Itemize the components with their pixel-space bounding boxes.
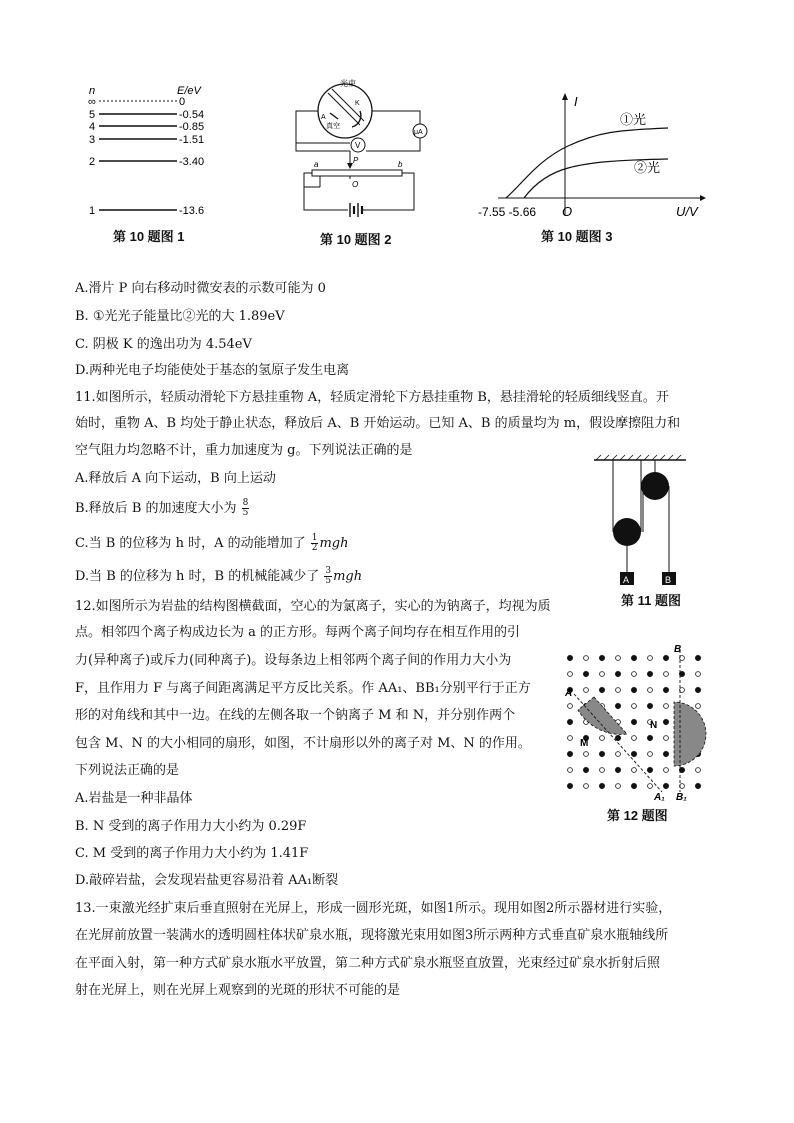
weight-b-label: B [665, 575, 672, 585]
q10-option-b: B. ①光光子能量比②光的大 1.89eV [75, 309, 285, 324]
sodium-ion [663, 687, 668, 692]
level-energy-label: 0 [179, 96, 186, 108]
chloride-ion [664, 672, 669, 677]
sodium-ion [647, 703, 652, 708]
sodium-ion [599, 687, 604, 692]
q11-stem-line: 11.如图所示，轻质动滑轮下方悬挂重物 A，轻质定滑轮下方悬挂重物 B，悬挂滑轮的轻质细线竖直。开 [75, 390, 669, 405]
sodium-ion [583, 671, 588, 676]
fig10-2-circuit [290, 75, 440, 225]
point-a1-label: A₁ [654, 792, 665, 803]
fig10-3-iv-curves [478, 88, 708, 223]
chloride-ion [648, 656, 653, 661]
curve-1-label: ①光 [620, 112, 647, 127]
sodium-ion [567, 719, 572, 724]
q12-stem-line: 12.如图所示为岩盐的结构图横截面，空心的为氯离子，实心的为钠离子，均视为质 [75, 599, 551, 614]
q13-stem-line: 射在光屏上，则在光屏上观察到的光斑的形状不可能的是 [75, 983, 401, 998]
q12-stem-line: F，且作用力 F 与离子间距离满足平方反比关系。作 AA₁、BB₁分别平行于正方 [75, 681, 531, 696]
level-energy-label: -13.6 [179, 205, 205, 217]
chloride-ion [616, 656, 621, 661]
fraction: $\frac{3}{5}$ [325, 566, 332, 586]
sodium-ion [615, 671, 620, 676]
q11-stem-line: 始时，重物 A、B 均处于静止状态，释放后 A、B 开始运动。已知 A、B 的质量均为 m，假设摩擦阻力和 [75, 416, 681, 431]
sodium-ion [663, 655, 668, 660]
anode-a [330, 113, 338, 119]
sodium-ion [695, 687, 700, 692]
chloride-ion [616, 752, 621, 757]
chloride-ion [584, 784, 589, 789]
fraction: $\frac{8}{5}$ [242, 498, 249, 518]
fig11-caption: 第 11 题图 [621, 593, 681, 608]
fig10-1-energy-levels [85, 85, 225, 220]
point-b-label: B [674, 644, 682, 655]
level-n-label: 2 [89, 156, 96, 168]
sodium-ion [647, 767, 652, 772]
q10-option-d: D.两种光电子均能使处于基态的氢原子发生电离 [75, 363, 350, 378]
fig10-3-caption: 第 10 题图 3 [541, 229, 613, 244]
n-axis-label: n [89, 85, 96, 97]
q11-option-d: D.当 B 的位移为 h 时，B 的机械能减少了 $\frac{3}{5}$ mgh [75, 566, 363, 586]
chloride-ion [568, 672, 573, 677]
sodium-ion [567, 751, 572, 756]
slider-p-label: P [353, 156, 359, 165]
sodium-ion [631, 655, 636, 660]
q12-stem-line: 下列说法正确的是 [75, 763, 180, 778]
sodium-ion [695, 783, 700, 788]
sodium-ion [663, 751, 668, 756]
q11-option-c: C.当 B 的位移为 h 时，A 的动能增加了 $\frac{1}{2}$ mgh [75, 533, 349, 553]
q13-stem-line: 13.一束激光经扩束后垂直照射在光屏上，形成一圆形光斑，如图1所示。现用如图2所示器材进行实验， [75, 901, 672, 916]
q11-option-b: B.释放后 B 的加速度大小为 $\frac{8}{5}$ [75, 498, 249, 518]
point-a-label: A [565, 688, 573, 699]
x-axis-label: U/V [676, 204, 698, 219]
weight-a-label: A [623, 575, 630, 585]
q12-option-a: A.岩盐是一种非晶体 [75, 791, 193, 806]
rheostat-b-label: b [398, 160, 403, 169]
sodium-ion [567, 783, 572, 788]
sodium-ion [599, 783, 604, 788]
chloride-ion [584, 656, 589, 661]
q11-option-a: A.释放后 A 向下运动，B 向上运动 [75, 471, 276, 486]
curve-2-label: ②光 [634, 160, 661, 175]
chloride-ion [600, 768, 605, 773]
sodium-ion [583, 767, 588, 772]
fig11-pulley-system [592, 454, 692, 589]
chloride-ion [664, 768, 669, 773]
sodium-ion [647, 735, 652, 740]
rheostat-a-label: a [314, 160, 319, 169]
level-energy-label: -0.85 [179, 121, 205, 133]
x-tick-labels: -7.55 -5.66 [478, 205, 537, 219]
sodium-ion [663, 783, 668, 788]
chloride-ion [584, 688, 589, 693]
chloride-ion [632, 768, 637, 773]
sodium-ion [631, 783, 636, 788]
chloride-ion [584, 752, 589, 757]
sector-n [674, 702, 706, 766]
chloride-ion [648, 752, 653, 757]
movable-pulley [613, 518, 641, 546]
chloride-ion [696, 704, 701, 709]
chloride-ion [696, 768, 701, 773]
cathode-label: K [355, 100, 360, 107]
sodium-ion [615, 767, 620, 772]
sodium-ion [647, 671, 652, 676]
beam-label: 光束 [340, 79, 356, 88]
chloride-ion [568, 736, 573, 741]
sodium-ion [695, 655, 700, 660]
fig10-1-caption: 第 10 题图 1 [113, 229, 185, 244]
fig12-caption: 第 12 题图 [607, 808, 668, 823]
fig10-2-caption: 第 10 题图 2 [320, 232, 392, 247]
level-n-label: ∞ [88, 96, 96, 108]
light-beam-arrow [328, 93, 360, 125]
vacuum-label: 真空 [326, 123, 340, 130]
sodium-ion [631, 751, 636, 756]
q12-stem-line: 点。相邻四个离子构成边长为 a 的正方形。每两个离子间均存在相互作用的引 [75, 625, 521, 640]
chloride-ion [632, 736, 637, 741]
energy-axis-label: E/eV [177, 85, 201, 97]
fig12-rock-salt-lattice [562, 642, 722, 804]
sodium-ion [567, 655, 572, 660]
level-n-label: 5 [89, 109, 96, 121]
sodium-ion [599, 751, 604, 756]
q11-stem-line: 空气阻力均忽略不计，重力加速度为 g。下列说法正确的是 [75, 443, 413, 458]
q12-option-c: C. M 受到的离子作用力大小约为 1.41F [75, 846, 309, 861]
q12-stem-line: 形的对角线和其中一边。在线的左侧各取一个钠离子 M 和 N，并分别作两个 [75, 708, 516, 723]
q10-option-a: A.滑片 P 向右移动时微安表的示数可能为 0 [75, 281, 326, 296]
q12-stem-line: 包含 M、N 的大小相同的扇形，如图，不计扇形以外的离子对 M、N 的作用。 [75, 736, 531, 751]
sodium-ion [631, 719, 636, 724]
sodium-ion [615, 703, 620, 708]
sodium-ion [663, 719, 668, 724]
level-n-label: 3 [89, 134, 96, 146]
midpoint-o-label: O [352, 180, 359, 189]
q10-option-c: C. 阴极 K 的逸出功为 4.54eV [75, 337, 252, 352]
sodium-ion [599, 655, 604, 660]
chloride-ion [600, 736, 605, 741]
level-energy-label: -0.54 [179, 109, 205, 121]
level-n-label: 1 [89, 205, 96, 217]
q12-option-d: D.敲碎岩盐，会发现岩盐更容易沿着 AA₁断裂 [75, 873, 339, 888]
chloride-ion [664, 736, 669, 741]
chloride-ion [616, 688, 621, 693]
q13-stem-line: 在光屏前放置一装满水的透明圆柱体状矿泉水瓶，现将激光束用如图3所示两种方式垂直矿泉水瓶轴线所 [75, 928, 669, 943]
chloride-ion [648, 688, 653, 693]
point-b1-label: B₁ [676, 792, 687, 803]
level-n-label: 4 [89, 121, 96, 133]
sodium-ion [615, 735, 620, 740]
chloride-ion [648, 784, 653, 789]
fraction: $\frac{1}{2}$ [311, 533, 318, 553]
sodium-ion [631, 687, 636, 692]
chloride-ion [632, 672, 637, 677]
chloride-ion [664, 704, 669, 709]
chloride-ion [568, 704, 573, 709]
q12-stem-line: 力(异种离子)或斥力(同种离子)。设每条边上相邻两个离子间的作用力大小为 [75, 653, 512, 668]
y-axis-label: I [574, 94, 578, 109]
q13-stem-line: 在平面入射，第一种方式矿泉水瓶水平放置，第二种方式矿泉水瓶竖直放置，光束经过矿泉水折射后照 [75, 956, 661, 971]
level-energy-label: -3.40 [179, 156, 205, 168]
ion-n-label: N [650, 720, 658, 731]
fixed-pulley [641, 472, 669, 500]
voltmeter-label: V [355, 141, 361, 150]
q12-option-b: B. N 受到的离子作用力大小约为 0.29F [75, 819, 307, 834]
microammeter-label: μA [414, 129, 423, 136]
chloride-ion [616, 784, 621, 789]
rheostat [312, 170, 402, 176]
anode-label: A [321, 114, 326, 121]
sector-m [578, 697, 627, 734]
origin-label: O [562, 204, 573, 219]
ion-m-label: M [580, 738, 589, 749]
chloride-ion [600, 672, 605, 677]
level-energy-label: -1.51 [179, 134, 205, 146]
chloride-ion [632, 704, 637, 709]
chloride-ion [696, 672, 701, 677]
chloride-ion [568, 768, 573, 773]
